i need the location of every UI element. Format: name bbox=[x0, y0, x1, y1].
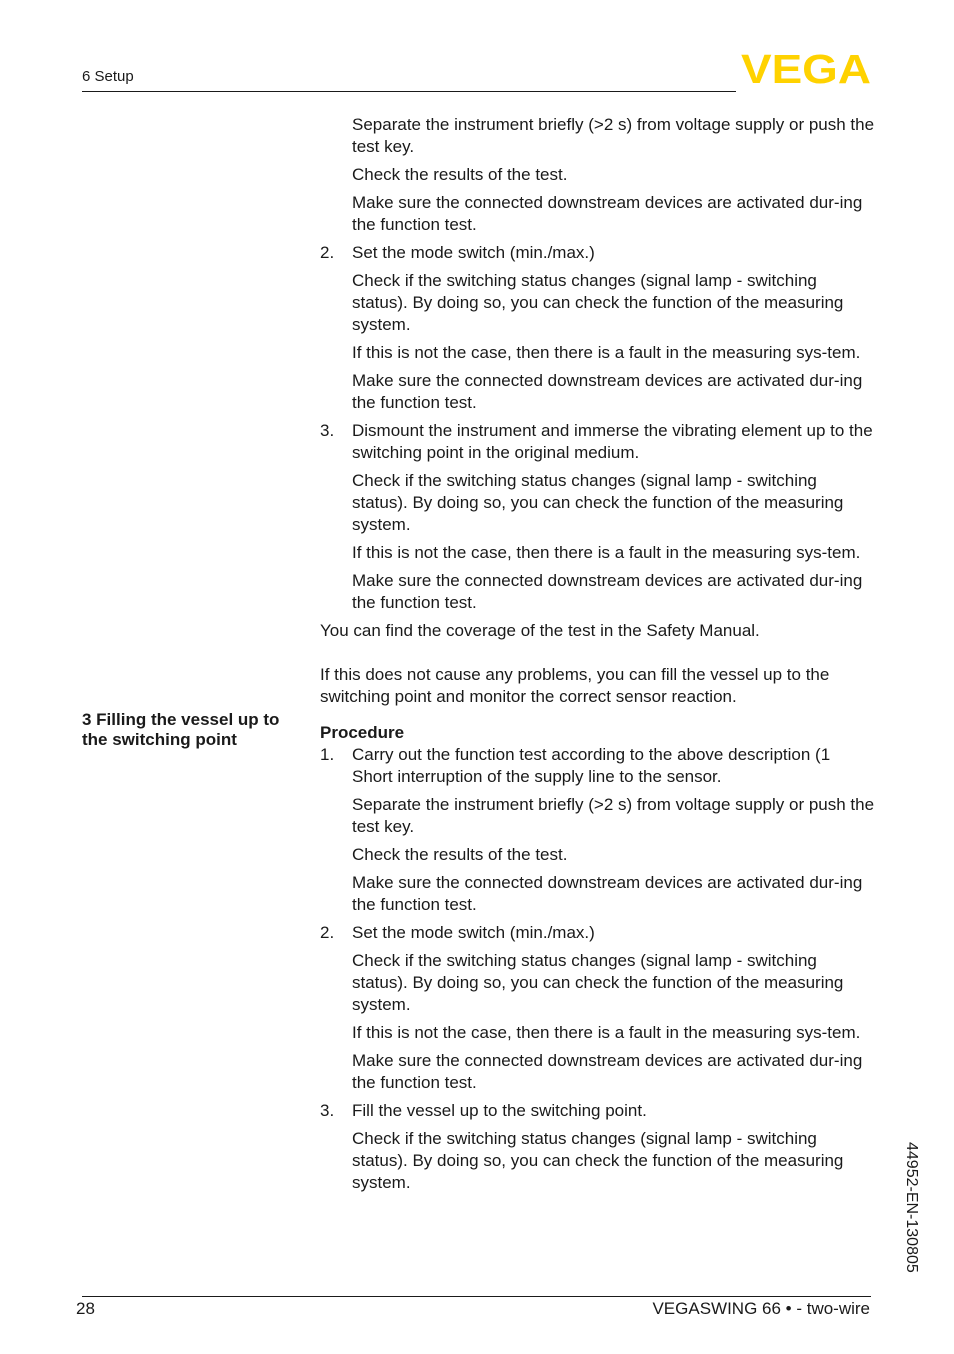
step-number: 3. bbox=[320, 1101, 335, 1120]
paragraph: Make sure the connected downstream devices are activated dur-ing the function test. bbox=[352, 1051, 863, 1092]
step-number: 1. bbox=[320, 745, 335, 764]
procedure-heading: Procedure bbox=[320, 723, 405, 742]
step-title: Fill the vessel up to the switching point. bbox=[352, 1101, 647, 1120]
paragraph: If this is not the case, then there is a fault in the measuring sys-tem. bbox=[352, 1023, 861, 1042]
paragraph: Separate the instrument briefly (>2 s) from voltage supply or push the test key. bbox=[352, 115, 875, 156]
footer-divider bbox=[82, 1296, 871, 1297]
paragraph: If this is not the case, then there is a fault in the measuring sys-tem. bbox=[352, 343, 861, 362]
step-number: 2. bbox=[320, 923, 335, 942]
paragraph: Check the results of the test. bbox=[352, 845, 568, 864]
step-3-fill-vessel bbox=[320, 1100, 875, 1122]
paragraph: Make sure the connected downstream devices are activated dur-ing the function test. bbox=[352, 873, 863, 914]
paragraph: Separate the instrument briefly (>2 s) from voltage supply or push the test key. bbox=[352, 795, 875, 836]
paragraph: Check if the switching status changes (signal lamp - switching status). By doing so, you can check the function of the measuring system. bbox=[352, 951, 844, 1014]
step-number: 3. bbox=[320, 421, 335, 440]
coverage-note: You can find the coverage of the test in the Safety Manual. bbox=[320, 621, 760, 640]
step-title: Set the mode switch (min./max.) bbox=[352, 243, 595, 262]
paragraph: Make sure the connected downstream devices are activated dur-ing the function test. bbox=[352, 571, 863, 612]
paragraph: If this is not the case, then there is a fault in the measuring sys-tem. bbox=[352, 543, 861, 562]
step-title: Carry out the function test according to the above description (1 Short interruption of the supply line to the sensor. bbox=[352, 745, 831, 786]
step-1-function-test bbox=[320, 744, 875, 788]
step-3-dismount-instrument bbox=[320, 420, 875, 464]
step-2-set-mode-switch bbox=[320, 242, 875, 264]
paragraph: Check if the switching status changes (signal lamp - switching status). By doing so, you can check the function of the measuring system. bbox=[352, 471, 844, 534]
header-divider bbox=[82, 91, 736, 92]
paragraph: Check if the switching status changes (signal lamp - switching status). By doing so, you can check the function of the measuring system. bbox=[352, 1129, 844, 1192]
document-id: 44952-EN-130805 bbox=[903, 1142, 920, 1273]
step-number: 2. bbox=[320, 243, 335, 262]
main-content bbox=[320, 114, 875, 1200]
paragraph: Check the results of the test. bbox=[352, 165, 568, 184]
section-heading-filling-vessel: 3 Filling the vessel up to the switching point bbox=[82, 710, 280, 749]
section-intro: If this does not cause any problems, you can fill the vessel up to the switching point and monitor the correct sensor reaction. bbox=[320, 665, 830, 706]
footer-product-name: VEGASWING 66 • - two-wire bbox=[652, 1299, 870, 1318]
section-spacer bbox=[320, 648, 875, 664]
page-number: 28 bbox=[76, 1299, 95, 1318]
vega-logo bbox=[741, 52, 871, 84]
step-title: Dismount the instrument and immerse the vibrating element up to the switching point in the original medium. bbox=[352, 421, 873, 462]
step-2-set-mode-switch bbox=[320, 922, 875, 944]
paragraph: Make sure the connected downstream devices are activated dur-ing the function test. bbox=[352, 193, 863, 234]
step-title: Set the mode switch (min./max.) bbox=[352, 923, 595, 942]
vega-logo-text: VEGA bbox=[741, 52, 871, 84]
running-header-section: 6 Setup bbox=[82, 68, 134, 85]
paragraph: Make sure the connected downstream devices are activated dur-ing the function test. bbox=[352, 371, 863, 412]
paragraph: Check if the switching status changes (signal lamp - switching status). By doing so, you can check the function of the measuring system. bbox=[352, 271, 844, 334]
